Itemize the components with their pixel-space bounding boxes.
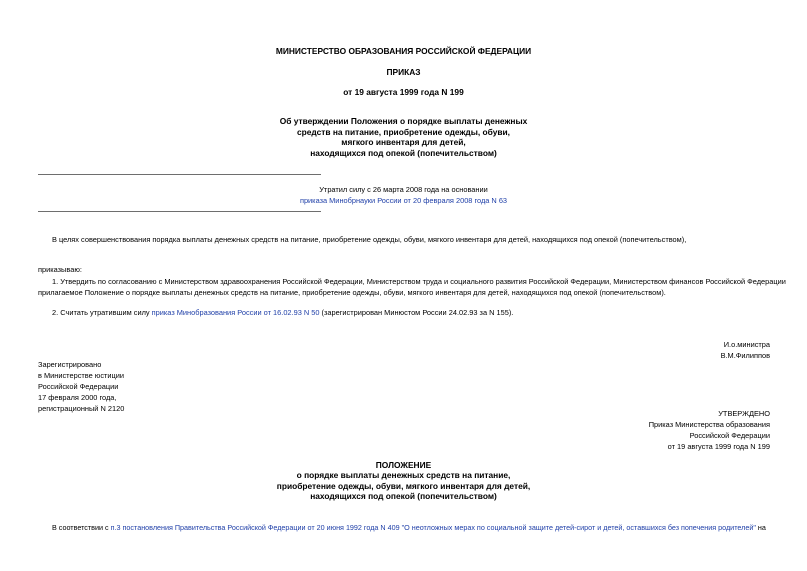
preamble-text: В целях совершенствования порядка выплаты денежных средств на питание, приобретение одежды, обуви, мягкого инвентаря для детей, находящихся под опекой (попечительством), xyxy=(52,235,687,244)
regulation-heading: ПОЛОЖЕНИЕ xyxy=(375,460,432,470)
doc-date-number: от 19 августа 1999 года N 199 xyxy=(343,87,464,97)
item2-repealed-order-link[interactable]: приказ Минобразования России от 16.02.93 N 50 xyxy=(151,308,320,317)
doc-title-line: Об утверждении Положения о порядке выплаты денежных xyxy=(279,116,528,126)
approval-line: Российской Федерации xyxy=(689,431,770,440)
divider-top xyxy=(38,174,321,175)
approval-block xyxy=(649,408,770,452)
regulation-subtitle-line: находящихся под опекой (попечительством) xyxy=(310,491,497,501)
approval-line: УТВЕРЖДЕНО xyxy=(718,409,770,418)
regulation-subtitle-line: о порядке выплаты денежных средств на питание, xyxy=(296,470,511,480)
regulation-first-paragraph xyxy=(52,522,766,533)
order-word: приказываю: xyxy=(38,265,82,274)
registration-line: в Министерстве юстиции xyxy=(38,371,125,380)
item1-line1: 1. Утвердить по согласованию с Министерством здравоохранения Российской Федерации, Министерством труда и социального развития Российской Федерации, Министерством финансов Российской Федерации xyxy=(52,277,786,286)
regulation-subtitle xyxy=(0,470,807,502)
item1-line2: прилагаемое Положение о порядке выплаты денежных средств на питание, приобретение одежды, обуви, мягкого инвентаря для детей, находящихся под опекой (попечительством). xyxy=(38,288,666,297)
signature-block xyxy=(721,339,770,361)
status-line: Утратил силу с 26 марта 2008 года на основании xyxy=(319,185,488,194)
doc-type-heading: ПРИКАЗ xyxy=(386,67,421,77)
registration-line: Зарегистрировано xyxy=(38,360,102,369)
registration-block xyxy=(38,359,124,414)
registration-line: Российской Федерации xyxy=(38,382,119,391)
signature-position: И.о.министра xyxy=(723,340,770,349)
item2-text-tail: (зарегистрирован Минюстом России 24.02.93 за N 155). xyxy=(319,308,514,317)
doc-title-line: находящихся под опекой (попечительством) xyxy=(310,147,497,158)
registration-line: 17 февраля 2000 года, xyxy=(38,393,117,402)
signature-name: В.М.Филиппов xyxy=(720,351,770,360)
government-decree-link[interactable]: п.3 постановления Правительства Российской Федерации от 20 июня 1992 года N 409 "О неотложных мерах по социальной защите детей-сирот и детей, оставшихся без попечения родителей" xyxy=(110,523,756,532)
approval-line: от 19 августа 1999 года N 199 xyxy=(667,442,770,451)
ministry-heading: МИНИСТЕРСТВО ОБРАЗОВАНИЯ РОССИЙСКОЙ ФЕДЕРАЦИИ xyxy=(275,46,532,56)
item2-text: 2. Считать утратившим силу xyxy=(52,308,152,317)
regulation-subtitle-line: приобретение одежды, обуви, мягкого инвентаря для детей, xyxy=(276,480,531,491)
approval-line: Приказ Министерства образования xyxy=(648,420,770,429)
registration-line: регистрационный N 2120 xyxy=(38,404,125,413)
regulation-para-text: В соответствии с xyxy=(52,523,111,532)
divider-bottom xyxy=(38,211,321,212)
item2-paragraph xyxy=(52,307,513,318)
status-repeal-link[interactable]: приказа Минобрнауки России от 20 февраля 2008 года N 63 xyxy=(299,196,508,205)
doc-title-line: мягкого инвентаря для детей, xyxy=(341,137,466,147)
regulation-para-tail: на xyxy=(755,523,766,532)
doc-title-line: средств на питание, приобретение одежды, обуви, xyxy=(296,126,510,137)
doc-title xyxy=(0,116,807,158)
